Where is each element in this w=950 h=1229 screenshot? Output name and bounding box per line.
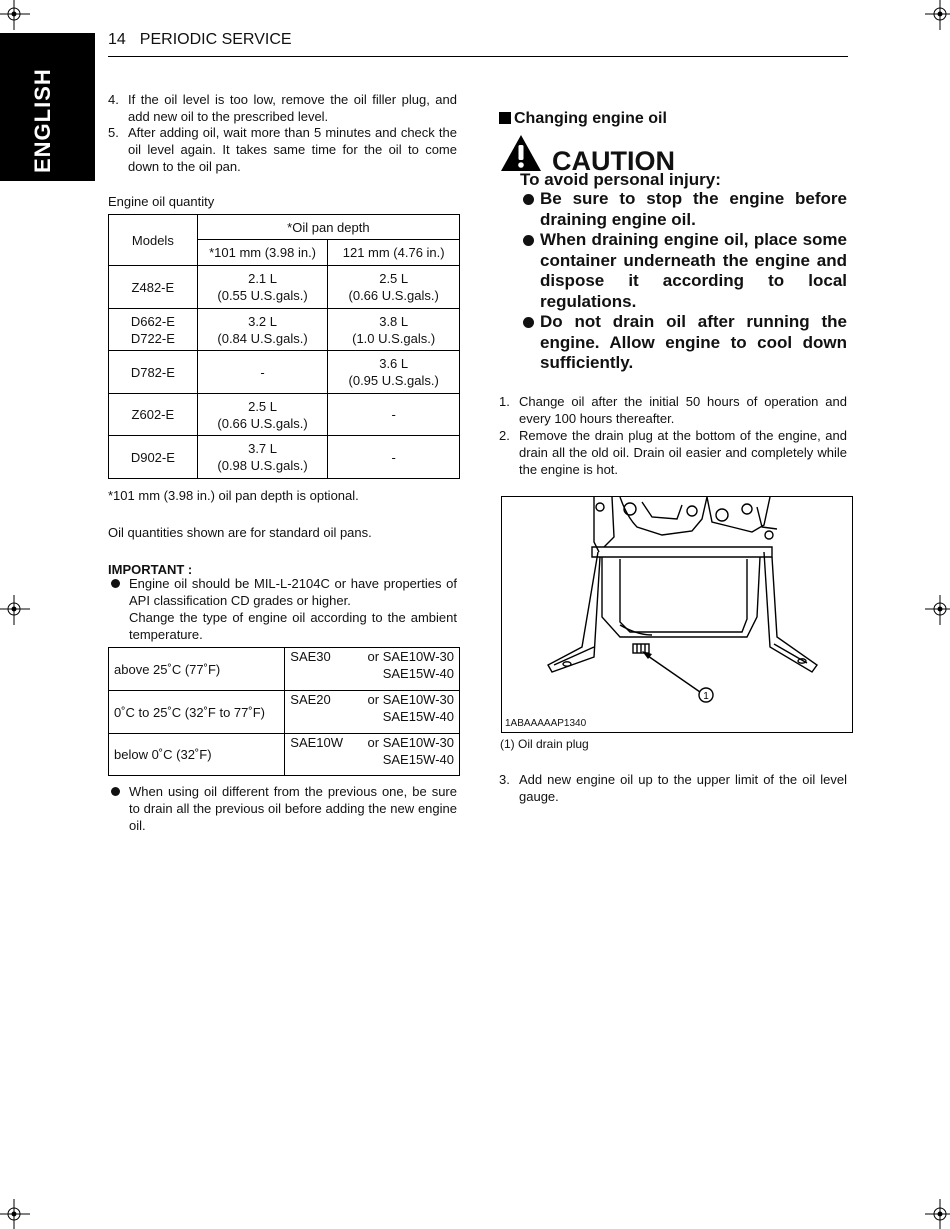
step-4: 4. If the oil level is too low, remove the oil filler plug, and add new oil to the prescribed level. [108, 92, 457, 124]
callout-number: 1 [703, 691, 709, 702]
table-row: Z602-E 2.5 L (0.66 U.S.gals.) - [109, 394, 460, 436]
important-bullet-1: Engine oil should be MIL-L-2104C or have properties of API classification CD grades or higher. Change the type of engine oil according to the ambient temperature. [108, 575, 457, 643]
table-row: 0˚C to 25˚C (32˚F to 77˚F) SAE20 or SAE10W-30 SAE15W-40 [109, 691, 460, 734]
depth-101-header: *101 mm (3.98 in.) [197, 240, 328, 266]
step-5: 5. After adding oil, wait more than 5 minutes and check the oil level again. It takes same time for the oil to come down to the oil pan. [108, 125, 457, 174]
language-tab-label: ENGLISH [30, 68, 55, 173]
standard-pan-note: Oil quantities shown are for standard oil pans. [108, 525, 372, 540]
bullet-icon [523, 194, 534, 205]
warning-triangle-icon [500, 134, 542, 172]
registration-mark-top-left [0, 0, 30, 30]
figure-legend: (1) Oil drain plug [500, 737, 589, 751]
registration-mark-top-right [925, 0, 950, 30]
table-row: Z482-E 2.1 L (0.55 U.S.gals.) 2.5 L (0.66 U.S.gals.) [109, 266, 460, 309]
section-name: PERIODIC SERVICE [139, 31, 292, 48]
caution-bullet-2: When draining engine oil, place some container underneath the engine and dispose it according to local regulations. [521, 230, 847, 312]
table-row: above 25˚C (77˚F) SAE30 or SAE10W-30 SAE15W-40 [109, 648, 460, 691]
black-square-icon [499, 112, 511, 124]
registration-mark-bottom-right [925, 1199, 950, 1229]
caution-bullet-3: Do not drain oil after running the engine. Allow engine to cool down sufficiently. [521, 312, 847, 374]
bullet-icon [523, 235, 534, 246]
registration-mark-bottom-left [0, 1199, 30, 1229]
page-number: 14 [108, 31, 126, 48]
step-1: 1. Change oil after the initial 50 hours of operation and every 100 hours thereafter. [499, 394, 847, 426]
engine-oil-pan-illustration [502, 497, 852, 732]
oil-grade-table [108, 647, 460, 776]
table-row: D662-E D722-E 3.2 L (0.84 U.S.gals.) 3.8 L (1.0 U.S.gals.) [109, 309, 460, 351]
oil-quantity-table [108, 214, 460, 479]
caution-bullet-1: Be sure to stop the engine before draining engine oil. [521, 189, 847, 230]
bullet-icon [111, 787, 120, 796]
bullet-icon [111, 579, 120, 588]
language-tab [0, 33, 95, 181]
optional-depth-note: *101 mm (3.98 in.) oil pan depth is optional. [108, 488, 359, 503]
registration-mark-mid-left [0, 595, 30, 625]
caution-intro: To avoid personal injury: [520, 170, 721, 189]
page-header [108, 31, 306, 49]
oil-drain-figure [501, 496, 853, 733]
important-bullet-2: When using oil different from the previous one, be sure to drain all the previous oil before adding the new engine oil. [108, 783, 457, 834]
depth-121-header: 121 mm (4.76 in.) [328, 240, 460, 266]
caution-word: CAUTION [552, 146, 675, 176]
important-title: IMPORTANT : [108, 562, 193, 577]
bullet-icon [523, 317, 534, 328]
step-2: 2. Remove the drain plug at the bottom of the engine, and drain all the old oil. Drain oil easier and completely while the engine is hot. [499, 428, 847, 477]
step-3: 3. Add new engine oil up to the upper limit of the oil level gauge. [499, 772, 847, 804]
table-row: D902-E 3.7 L (0.98 U.S.gals.) - [109, 436, 460, 479]
table-row: D782-E - 3.6 L (0.95 U.S.gals.) [109, 351, 460, 394]
table-row: below 0˚C (32˚F) SAE10W or SAE10W-30 SAE15W-40 [109, 734, 460, 776]
header-rule [108, 56, 848, 57]
registration-mark-mid-right [925, 595, 950, 625]
models-header: Models [109, 215, 198, 266]
depth-header: *Oil pan depth [197, 215, 459, 240]
quantity-caption: Engine oil quantity [108, 194, 215, 209]
figure-code: 1ABAAAAAP1340 [505, 718, 587, 729]
section-title: Changing engine oil [499, 110, 667, 128]
